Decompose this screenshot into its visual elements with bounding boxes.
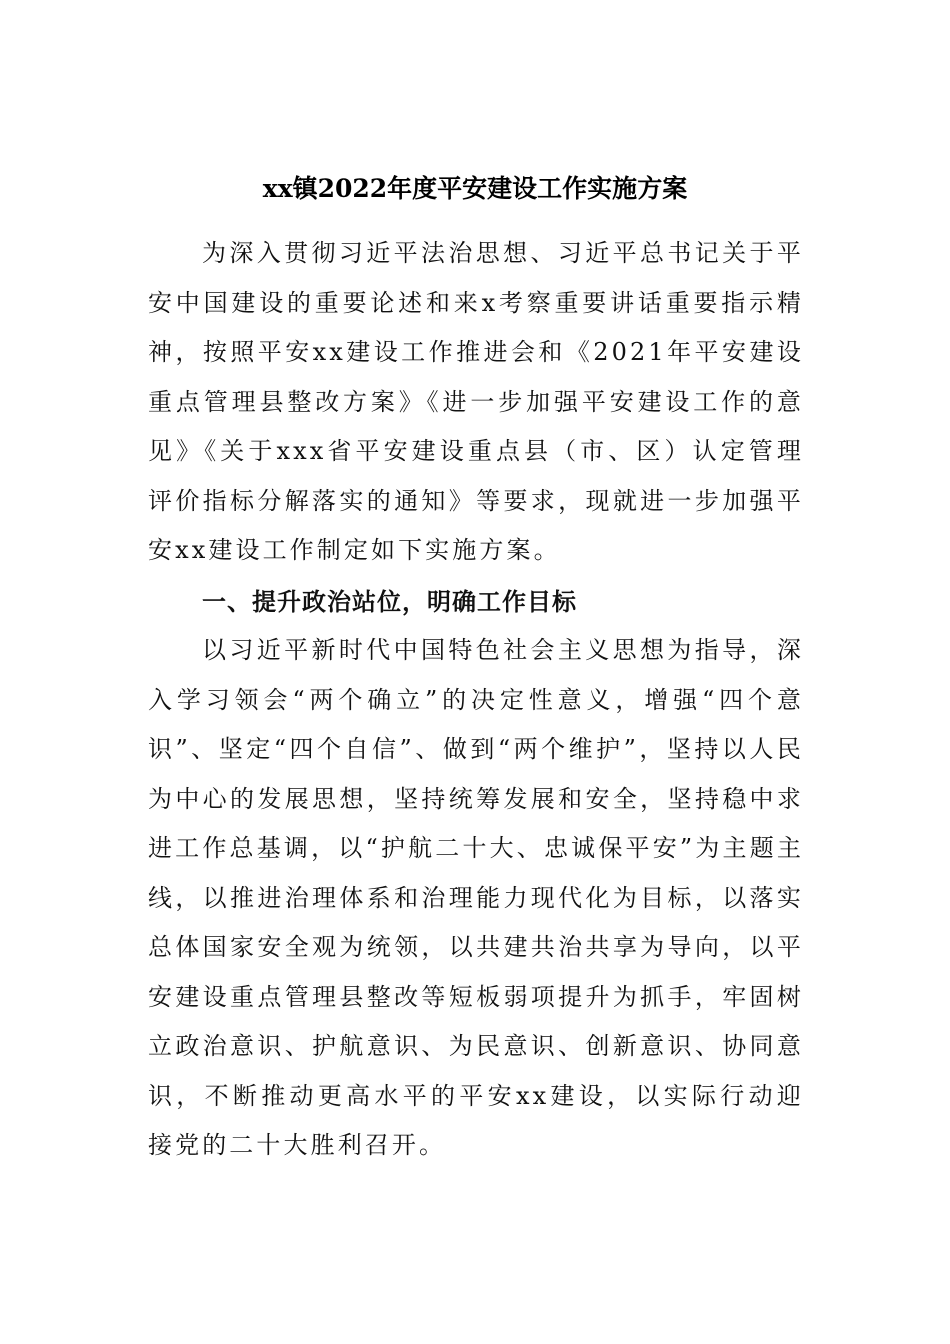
section-1-heading: 一、提升政治站位，明确工作目标 [202, 588, 577, 616]
section-1-paragraph: 以习近平新时代中国特色社会主义思想为指导，深入学习领会“两个确立”的决定性意义，增强“四个意识”、坚定“四个自信”、做到“两个维护”，坚持以人民为中心的发展思想，坚持统筹发展和安全，坚持稳中求进工作总基调，以“护航二十大、忠诚保平安”为主题主线，以推进治理体系和治理能力现代化为目标，以落实总体国家安全观为统领，以共建共治共享为导向，以平安建设重点管理县整改等短板弱项提升为抓手，牢固树立政治意识、护航意识、为民意识、创新意识、协同意识，不断推动更高水平的平安xx建设，以实际行动迎接党的二十大胜利召开。 [148, 636, 804, 1159]
document-title: xx镇2022年度平安建设工作实施方案 [262, 173, 688, 203]
intro-paragraph: 为深入贯彻习近平法治思想、习近平总书记关于平安中国建设的重要论述和来x考察重要讲话重要指示精神，按照平安xx建设工作推进会和《2021年平安建设重点管理县整改方案》《进一步加强平安建设工作的意见》《关于xxx省平安建设重点县（市、区）认定管理评价指标分解落实的通知》等要求，现就进一步加强平安xx建设工作制定如下实施方案。 [148, 239, 804, 564]
